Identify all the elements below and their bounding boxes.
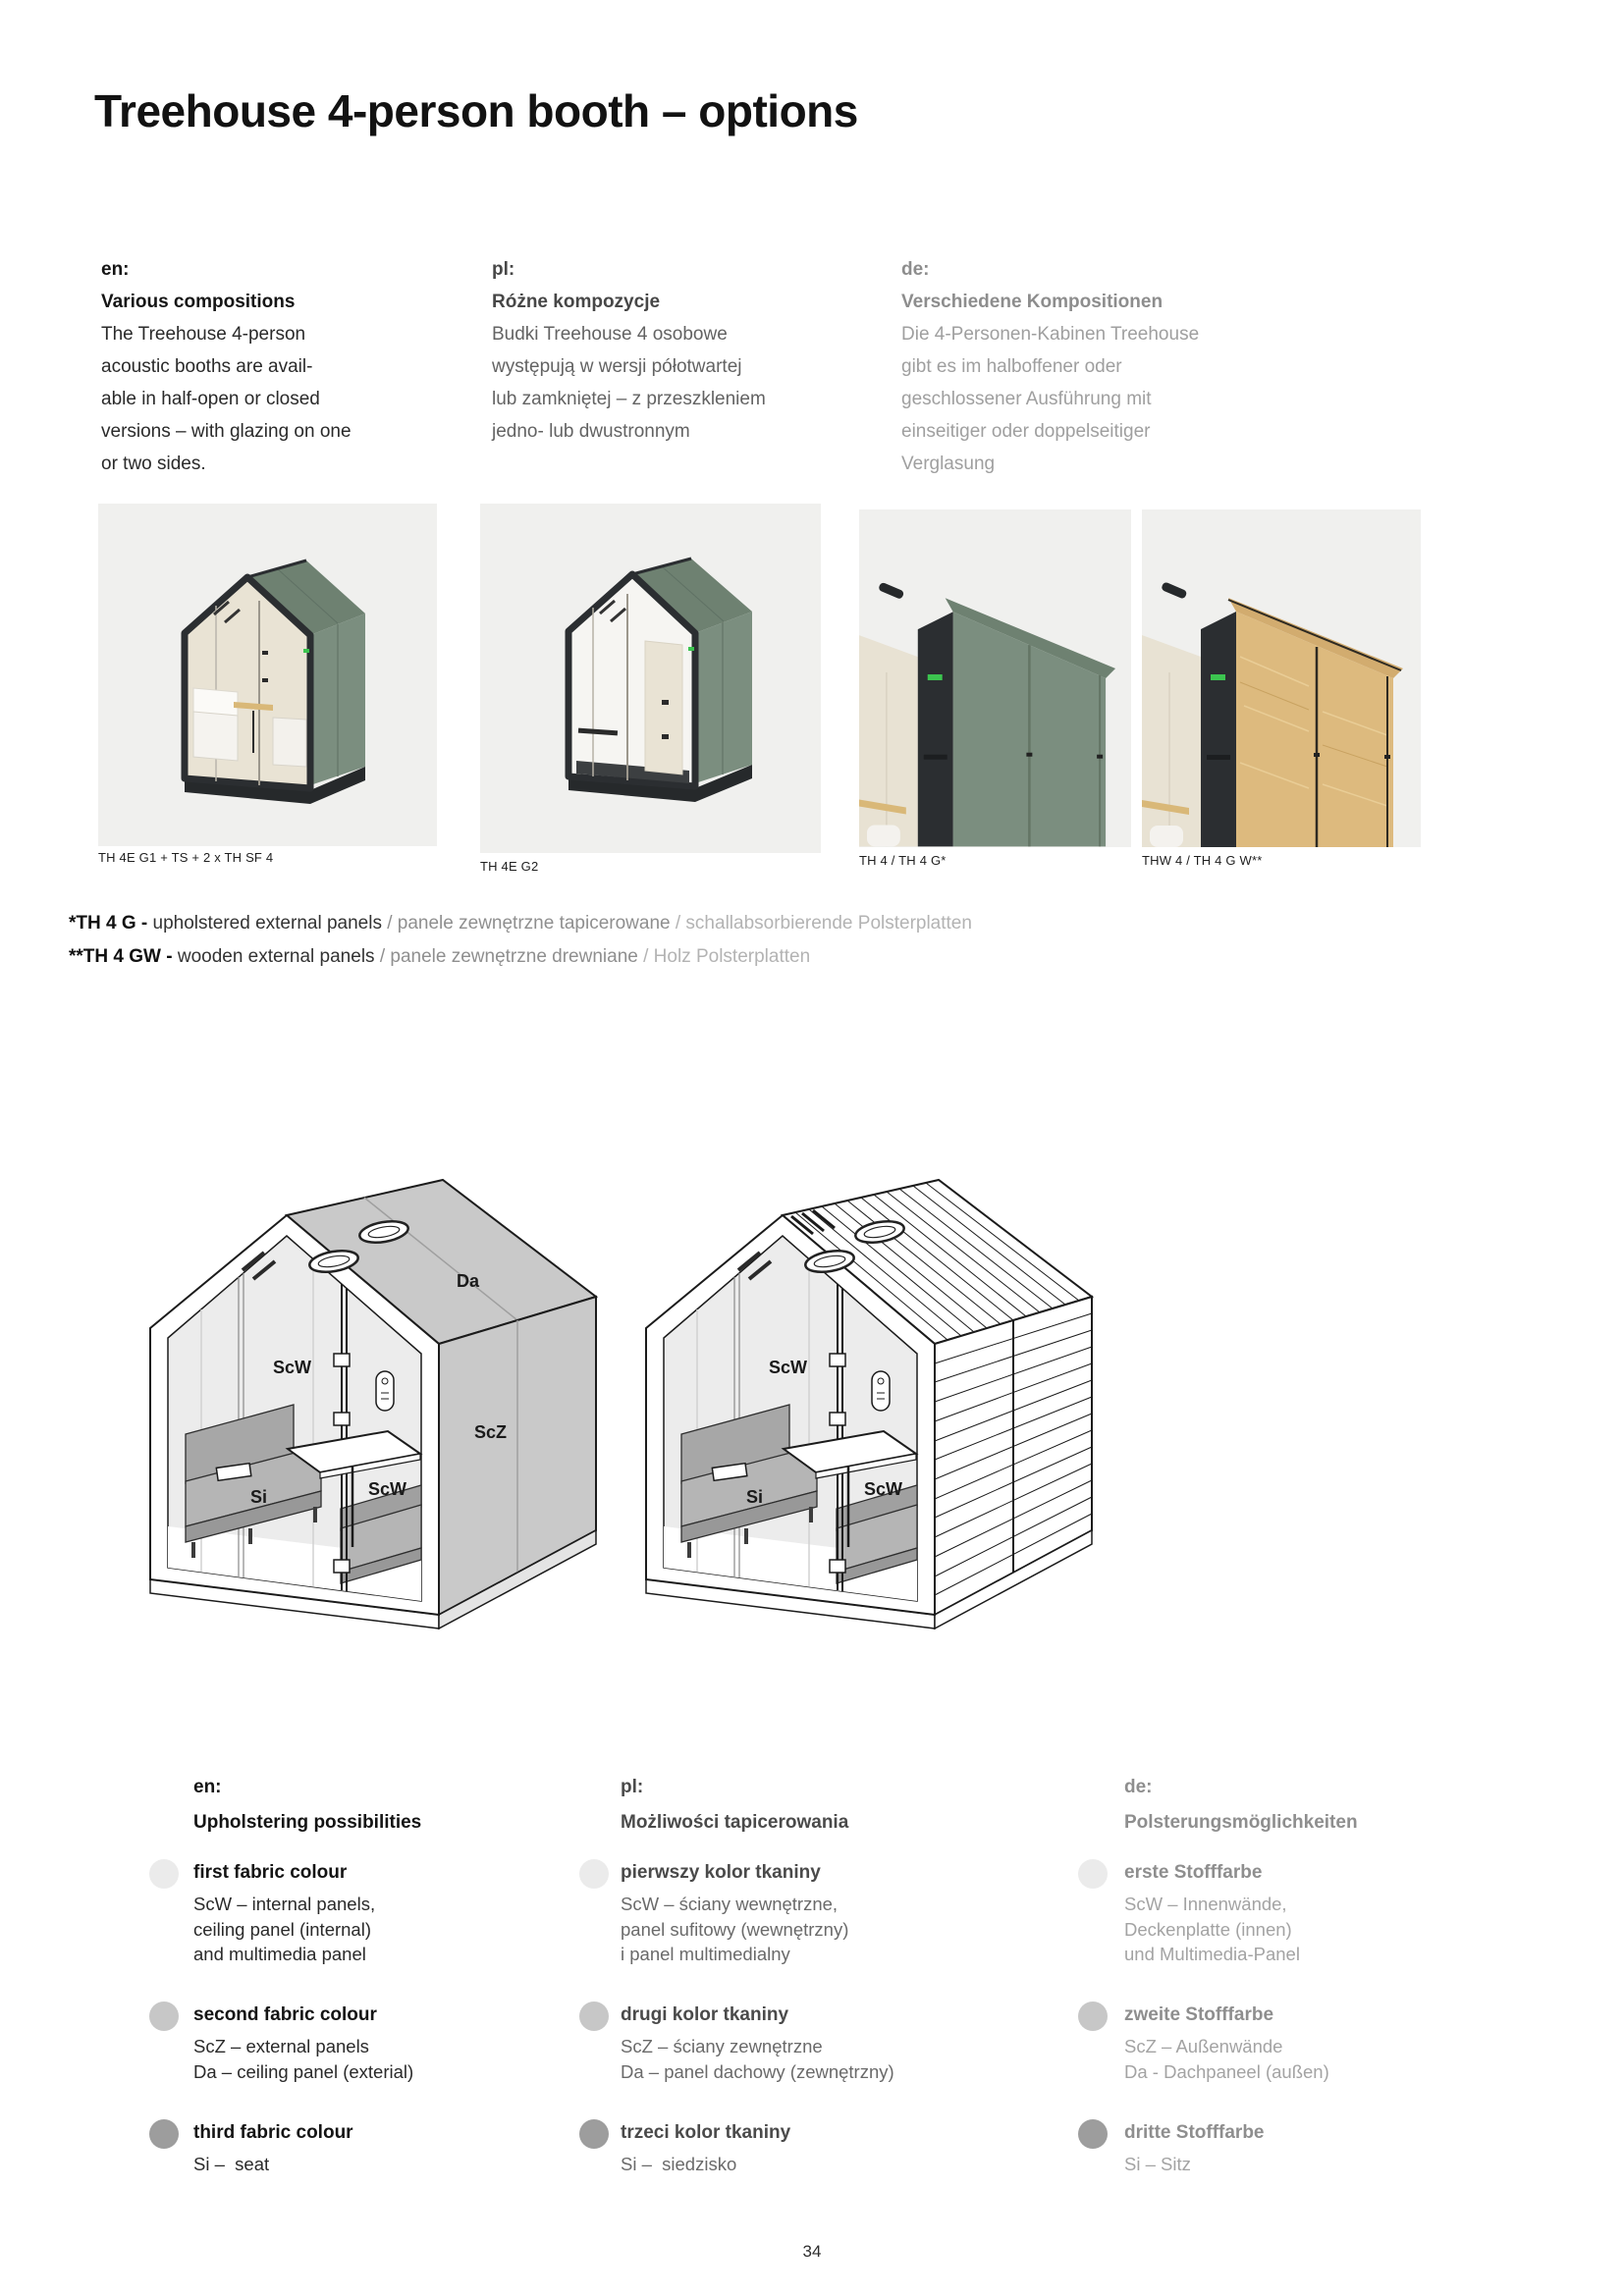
label-roof-da: Da — [457, 1271, 480, 1291]
label-wall-scw-bottom: ScW — [368, 1479, 407, 1499]
product-caption-2: TH 4E G2 — [480, 859, 539, 874]
intro-line: gibt es im halboffener oder — [901, 356, 1122, 377]
intro-line: versions – with glazing on one — [101, 421, 352, 442]
product-image-3 — [859, 509, 1131, 847]
label-wall-scw-top: ScW — [769, 1358, 808, 1377]
upholstery-heading-pl: Możliwości tapicerowania — [621, 1812, 849, 1833]
footnote-pl: / panele zewnętrzne tapicerowane — [387, 913, 676, 934]
intro-line: Verglasung — [901, 454, 996, 474]
fabric-item — [1124, 1861, 1458, 1967]
footnote-code: *TH 4 G - — [69, 913, 153, 934]
footnotes — [69, 907, 972, 974]
fabric-item — [193, 2121, 498, 2177]
fabric-item-title: erste Stofffarbe — [1124, 1862, 1263, 1883]
footnote-en: wooden external panels — [177, 946, 380, 967]
fabric-item — [193, 1861, 498, 1967]
fabric-item-line: Da – ceiling panel (exterial) — [193, 2060, 414, 2082]
fabric-item-line: und Multimedia-Panel — [1124, 1944, 1300, 1964]
fabric-item — [1124, 2121, 1458, 2177]
intro-line: lub zamkniętej – z przeszkleniem — [492, 389, 766, 409]
fabric-item-title: second fabric colour — [193, 2004, 377, 2025]
fabric-item-line: and multimedia panel — [193, 1944, 366, 1964]
intro-heading-pl: Różne kompozycje — [492, 292, 661, 312]
fabric-item-title: trzeci kolor tkaniny — [621, 2122, 791, 2143]
label-wall-scw-top: ScW — [273, 1358, 312, 1377]
upholstery-heading-en: Upholstering possibilities — [193, 1812, 422, 1833]
booth-photo-green-closeup — [859, 509, 1131, 847]
language-label-de: de: — [901, 259, 930, 280]
upholstery-heading-de: Polsterungsmöglichkeiten — [1124, 1812, 1358, 1833]
fabric-item-title: third fabric colour — [193, 2122, 353, 2143]
fabric-color-dot-3 — [149, 2119, 179, 2149]
fabric-item-line: ScZ – ściany zewnętrzne — [621, 2036, 823, 2056]
intro-line: acoustic booths are avail- — [101, 356, 313, 377]
footnote-de: / schallabsorbierende Polsterplatten — [675, 913, 972, 934]
product-caption-3: TH 4 / TH 4 G* — [859, 853, 947, 868]
fabric-item-line: Deckenplatte (innen) — [1124, 1918, 1292, 1940]
intro-heading-en: Various compositions — [101, 292, 296, 312]
technical-drawing-wooden — [589, 1166, 1095, 1672]
language-label-de: de: — [1124, 1777, 1153, 1797]
page-title: Treehouse 4-person booth – options — [94, 85, 858, 136]
fabric-item-title: pierwszy kolor tkaniny — [621, 1862, 821, 1883]
intro-line: występują w wersji półotwartej — [492, 356, 742, 377]
booth-photo-open — [480, 504, 821, 853]
language-label-en: en: — [193, 1777, 222, 1797]
fabric-color-dot-2 — [149, 2002, 179, 2031]
product-caption-4: THW 4 / TH 4 G W** — [1142, 853, 1263, 868]
product-image-1 — [98, 504, 437, 846]
intro-heading-de: Verschiedene Kompositionen — [901, 292, 1164, 312]
fabric-color-dot-2 — [579, 2002, 609, 2031]
fabric-color-dot-3 — [579, 2119, 609, 2149]
fabric-item-line: Da - Dachpaneel (außen) — [1124, 2060, 1329, 2082]
intro-column-de — [901, 253, 1265, 480]
intro-line: or two sides. — [101, 454, 206, 474]
fabric-item-title: dritte Stofffarbe — [1124, 2122, 1265, 2143]
footnote-de: / Holz Polsterplatten — [643, 946, 811, 967]
language-label-pl: pl: — [492, 259, 515, 280]
fabric-item-line: Si – siedzisko — [621, 2154, 737, 2174]
fabric-color-dot-3 — [1078, 2119, 1108, 2149]
label-seat-si: Si — [746, 1487, 764, 1507]
intro-line: The Treehouse 4-person — [101, 324, 306, 345]
fabric-color-dot-2 — [1078, 2002, 1108, 2031]
intro-line: Budki Treehouse 4 osobowe — [492, 324, 728, 345]
fabric-item-title: first fabric colour — [193, 1862, 348, 1883]
fabric-item-line: panel sufitowy (wewnętrzny) — [621, 1918, 849, 1940]
fabric-item-title: drugi kolor tkaniny — [621, 2004, 789, 2025]
fabric-item-line: ScZ – Außenwände — [1124, 2036, 1283, 2056]
fabric-item — [193, 2003, 498, 2084]
product-image-4 — [1142, 509, 1421, 847]
fabric-item — [621, 2121, 954, 2177]
product-caption-1: TH 4E G1 + TS + 2 x TH SF 4 — [98, 850, 274, 865]
footnote-code: **TH 4 GW - — [69, 946, 178, 967]
fabric-item — [621, 1861, 954, 1967]
fabric-color-dot-1 — [579, 1859, 609, 1889]
product-image-2 — [480, 504, 821, 853]
footnote-line-1 — [69, 907, 972, 940]
label-wall-scw-bottom: ScW — [864, 1479, 903, 1499]
booth-photo-half-open — [98, 504, 437, 846]
intro-line: einseitiger oder doppelseitiger — [901, 421, 1151, 442]
label-wall-scz: ScZ — [474, 1422, 508, 1442]
upholstery-column-en — [193, 1777, 498, 2199]
intro-column-pl — [492, 253, 826, 448]
fabric-color-dot-1 — [1078, 1859, 1108, 1889]
intro-line: jedno- lub dwustronnym — [492, 421, 690, 442]
fabric-item-line: ceiling panel (internal) — [193, 1918, 371, 1940]
fabric-item-line: Da – panel dachowy (zewnętrzny) — [621, 2060, 894, 2082]
intro-line: geschlossener Ausführung mit — [901, 389, 1152, 409]
footnote-line-2 — [69, 940, 972, 974]
fabric-item-line: ScW – ściany wewnętrzne, — [621, 1894, 839, 1914]
fabric-item-line: Si – Sitz — [1124, 2154, 1191, 2174]
booth-photo-wood-closeup — [1142, 509, 1421, 847]
footnote-pl: / panele zewnętrzne drewniane — [379, 946, 644, 967]
fabric-item-line: i panel multimedialny — [621, 1944, 790, 1964]
fabric-item-title: zweite Stofffarbe — [1124, 2004, 1274, 2025]
language-label-en: en: — [101, 259, 130, 280]
technical-drawing-upholstered — [93, 1171, 599, 1667]
fabric-item-line: ScZ – external panels — [193, 2036, 369, 2056]
fabric-color-dot-1 — [149, 1859, 179, 1889]
fabric-item-line: ScW – internal panels, — [193, 1894, 376, 1914]
intro-column-en — [101, 253, 406, 480]
upholstery-column-de — [1124, 1777, 1458, 2199]
page-number: 34 — [802, 2242, 822, 2261]
upholstery-column-pl — [621, 1777, 954, 2199]
fabric-item-line: Si – seat — [193, 2154, 270, 2174]
label-seat-si: Si — [250, 1487, 268, 1507]
fabric-item-line: ScW – Innenwände, — [1124, 1894, 1287, 1914]
language-label-pl: pl: — [621, 1777, 644, 1797]
fabric-item — [1124, 2003, 1458, 2084]
intro-line: Die 4-Personen-Kabinen Treehouse — [901, 324, 1200, 345]
fabric-item — [621, 2003, 954, 2084]
footnote-en: upholstered external panels — [152, 913, 388, 934]
intro-line: able in half-open or closed — [101, 389, 320, 409]
